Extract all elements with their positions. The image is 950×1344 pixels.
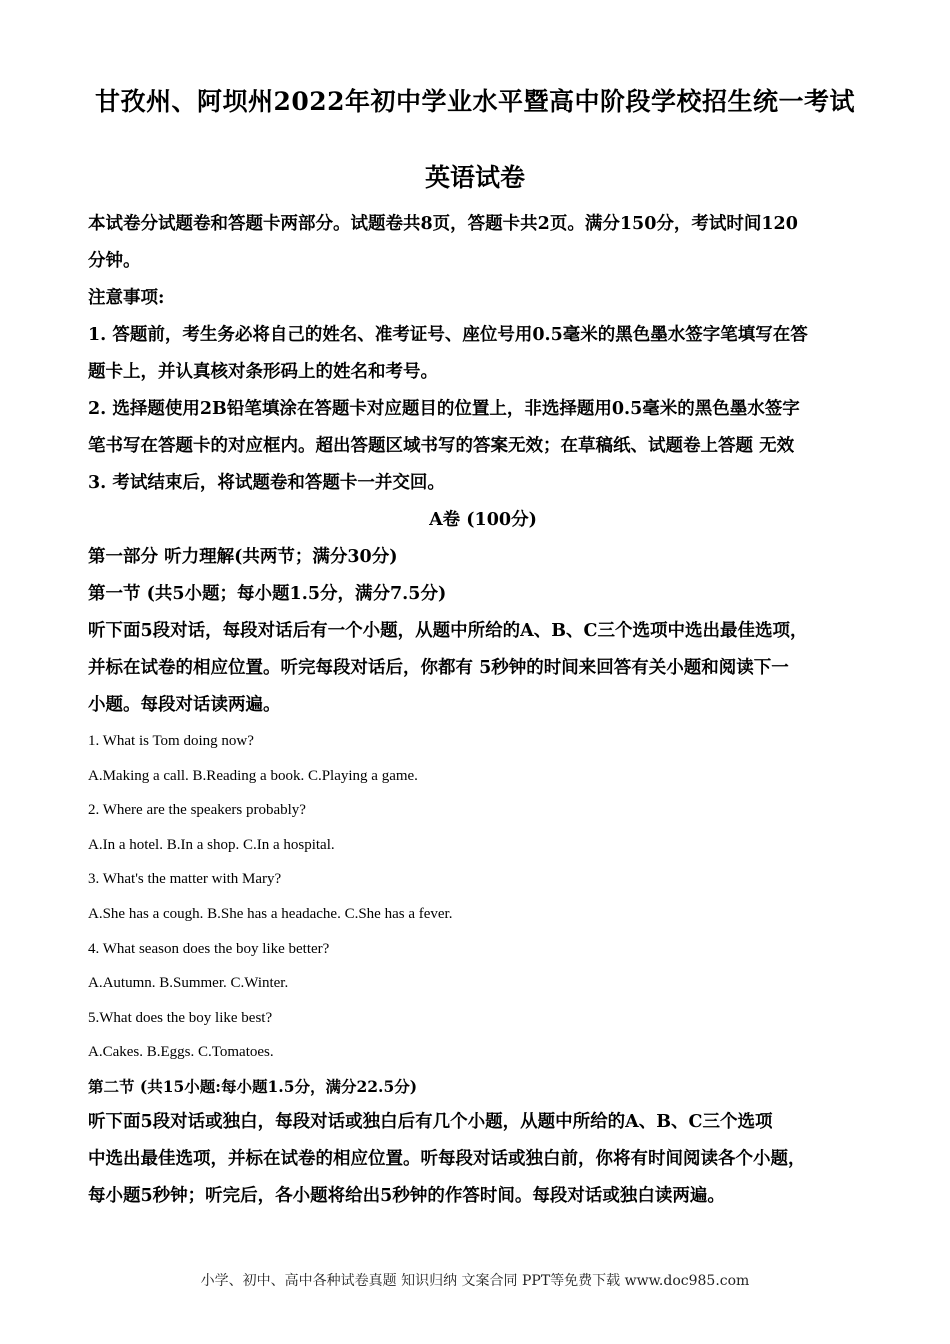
notes-heading: 注意事项: [88,288,165,308]
exam-subtitle: 英语试卷 [424,163,525,192]
question-options: A.Making a call. B.Reading a book. C.Playing a game. [88,767,418,784]
intro-line: 本试卷分试题卷和答题卡两部分。试题卷共8页，答题卡共2页。满分150分，考试时间120 [88,214,798,234]
section1-instruction: 听下面5段对话，每段对话后有一个小题，从题中所给的A、B、C三个选项中选出最佳选项， [88,621,808,641]
question-text: 2. Where are the speakers probably? [88,802,306,819]
part1-heading: 第一部分 听力理解(共两节；满分30分) [88,547,398,567]
question-options: A.She has a cough. B.She has a headache. C.She has a fever. [88,905,453,922]
section1-heading: 第一节 (共5小题；每小题1.5分，满分7.5分) [88,584,447,604]
section1-instruction: 并标在试卷的相应位置。听完每段对话后，你都有 5秒钟的时间来回答有关小题和阅读下一 [88,658,789,678]
section2-instruction: 听下面5段对话或独白，每段对话或独白后有几个小题，从题中所给的A、B、C三个选项 [88,1111,773,1132]
note-line: 2. 选择题使用2B铅笔填涂在答题卡对应题目的位置上，非选择题用0.5毫米的黑色墨水签字 [88,399,800,419]
question-text: 1. What is Tom doing now? [88,733,254,749]
note-line: 1. 答题前，考生务必将自己的姓名、准考证号、座位号用0.5毫米的黑色墨水签字笔填写在答 [88,325,808,345]
note-line: 笔书写在答题卡的对应框内。超出答题区域书写的答案无效；在草稿纸、试题卷上答题 无效 [88,436,795,456]
note-line: 题卡上，并认真核对条形码上的姓名和考号。 [88,362,438,382]
section1-instruction: 小题。每段对话读两遍。 [88,695,281,715]
exam-content [88,206,878,1215]
question-text: 5.What does the boy like best? [88,1009,273,1026]
page-footer: 小学、初中、高中各种试卷真题 知识归纳 文案合同 PPT等免费下载 www.doc985.com [200,1273,750,1289]
question-text: 4. What season does the boy like better? [88,940,330,957]
exam-title: 甘孜州、阿坝州2022年初中学业水平暨高中阶段学校招生统一考试 [94,87,856,116]
question-text: 3. What's the matter with Mary? [88,871,282,888]
question-options: A.Cakes. B.Eggs. C.Tomatoes. [88,1044,274,1061]
section2-instruction: 每小题5秒钟；听完后，各小题将给出5秒钟的作答时间。每段对话或独白读两遍。 [88,1185,725,1206]
volume-a-heading: A卷 (100分) [429,510,537,530]
section2-instruction: 中选出最佳选项，并标在试卷的相应位置。听每段对话或独白前，你将有时间阅读各个小题， [88,1148,806,1169]
section2-heading: 第二节 (共15小题:每小题1.5分，满分22.5分) [88,1076,418,1096]
intro-line: 分钟。 [88,251,141,271]
note-line: 3. 考试结束后，将试题卷和答题卡一并交回。 [88,473,445,493]
question-options: A.Autumn. B.Summer. C.Winter. [88,975,289,992]
question-options: A.In a hotel. B.In a shop. C.In a hospital. [88,836,335,853]
